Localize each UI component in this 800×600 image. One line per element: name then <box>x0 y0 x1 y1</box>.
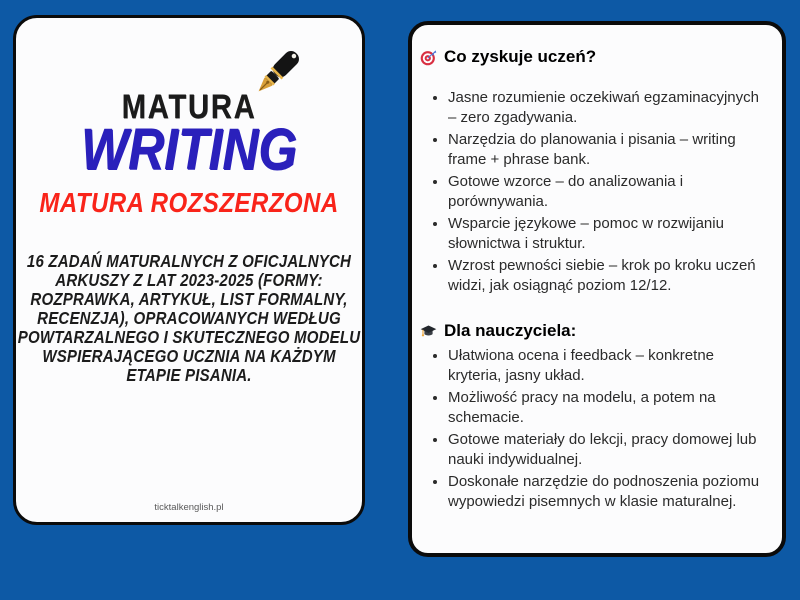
description-line: 16 ZADAŃ MATURALNYCH Z OFICJALNYCH <box>26 251 352 271</box>
student-benefits-heading <box>420 47 770 67</box>
list-item: • Ułatwiona ocena i feedback – konkretne kryteria, jasny układ. <box>448 346 770 385</box>
benefits-card <box>408 21 786 557</box>
list-item: • Możliwość pracy na modelu, a potem na schemacie. <box>448 388 770 427</box>
product-description <box>18 252 361 385</box>
edition-subtitle: MATURA ROZSZERZONA <box>39 187 339 218</box>
list-item: • Wsparcie językowe – pomoc w rozwijaniu słownictwa i struktur. <box>448 214 770 253</box>
description-line: WSPIERAJĄCEGO UCZNIA NA KAŻDYM <box>42 346 336 366</box>
list-item: • Narzędzia do planowania i pisania – writing frame + phrase bank. <box>448 130 770 169</box>
list-item: • Jasne rozumienie oczekiwań egzaminacyjnych – zero zgadywania. <box>448 88 770 127</box>
brand-title-main: WRITING <box>80 117 298 182</box>
teacher-benefits-heading-label: Dla nauczyciela: <box>444 321 577 340</box>
brand-title-top: MATURA <box>121 88 257 126</box>
description-line: ETAPIE PISANIA. <box>126 365 252 385</box>
graduation-cap-icon <box>420 323 437 340</box>
description-line: ROZPRAWKA, ARTYKUŁ, LIST FORMALNY, <box>30 289 348 309</box>
student-benefits-list <box>420 88 770 295</box>
description-line: POWTARZALNEGO I SKUTECZNEGO MODELU <box>17 327 361 347</box>
list-item: • Doskonałe narzędzie do podnoszenia poziomu wypowiedzi pisemnych w klasie maturalnej. <box>448 472 770 511</box>
description-line: ARKUSZY Z LAT 2023-2025 (FORMY: <box>55 270 323 290</box>
website-footer: ticktalkenglish.pl <box>154 502 224 513</box>
list-item: • Gotowe materiały do lekcji, pracy domowej lub nauki indywidualnej. <box>448 430 770 469</box>
description-line: RECENZJA), OPRACOWANYCH WEDŁUG <box>37 308 341 328</box>
list-item: • Gotowe wzorce – do analizowania i porównywania. <box>448 172 770 211</box>
target-icon <box>420 49 437 66</box>
teacher-benefits-heading <box>420 321 770 341</box>
student-benefits-heading-label: Co zyskuje uczeń? <box>444 47 597 66</box>
product-cover-card <box>13 15 365 525</box>
teacher-benefits-list <box>420 346 770 511</box>
list-item: • Wzrost pewności siebie – krok po kroku uczeń widzi, jak osiągnąć poziom 12/12. <box>448 256 770 295</box>
